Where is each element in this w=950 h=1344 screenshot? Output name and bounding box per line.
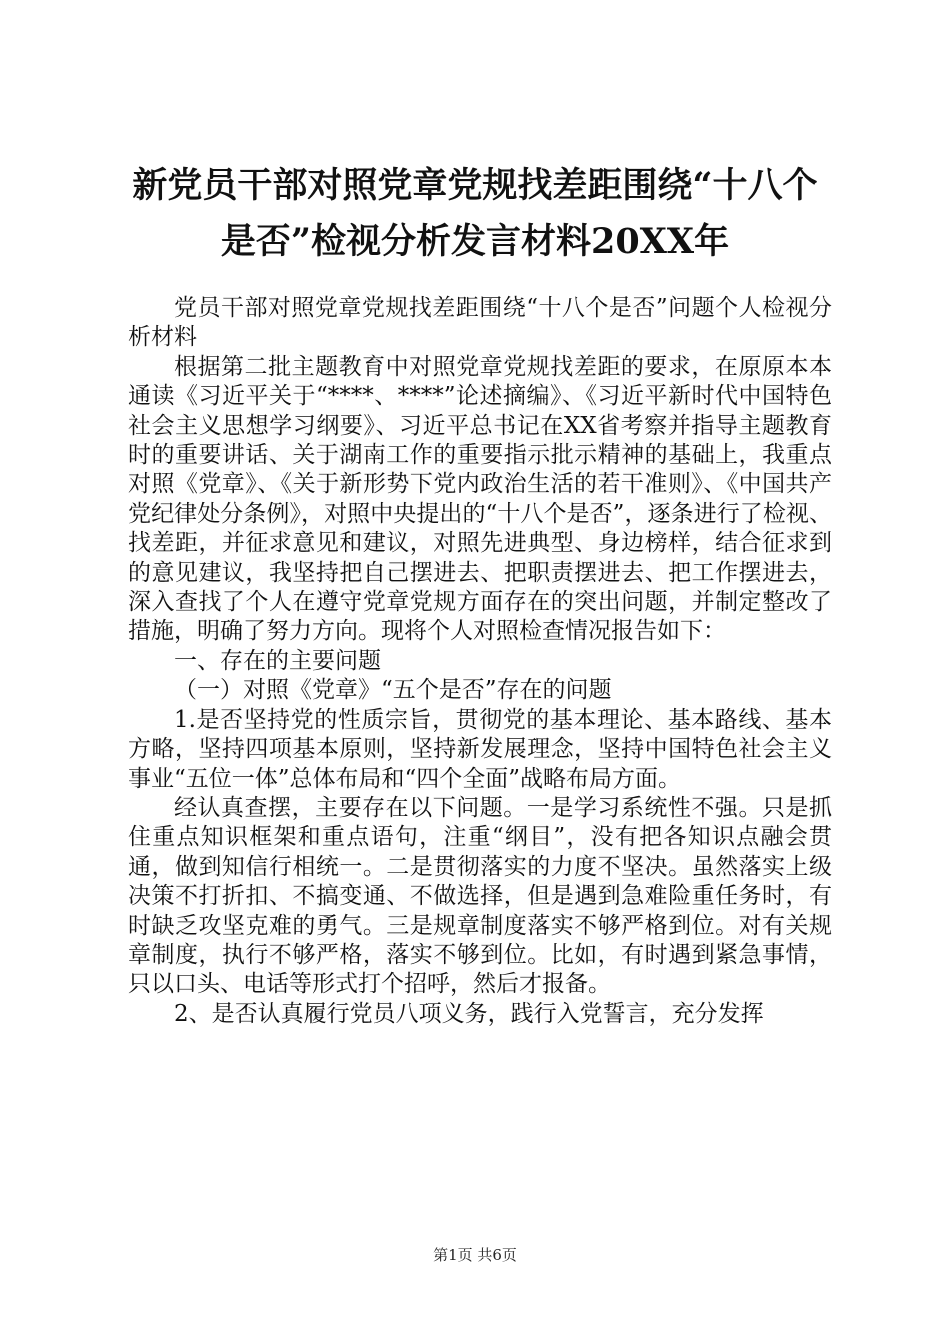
paragraph-intro: 根据第二批主题教育中对照党章党规找差距的要求，在原原本本通读《习近平关于“****、****”论述摘编》、《习近平新时代中国特色社会主义思想学习纲要》、习近平总书记在XX省考察并指导主题教育时的重要讲话、关于湖南工作的重要指示批示精神的基础上，我重点对照《党章》、《关于新形势下党内政治生活的若干准则》、《中国共产党纪律处分条例》，对照中央提出的“十八个是否”，逐条进行了检视、找差距，并征求意见和建议，对照先进典型、身边榜样，结合征求到的意见建议，我坚持把自己摆进去、把职责摆进去、把工作摆进去，深入查找了个人在遵守党章党规方面存在的突出问题，并制定整改了措施，明确了努力方向。现将个人对照检查情况报告如下： <box>128 353 832 645</box>
subsection-heading: （一）对照《党章》“五个是否”存在的问题 <box>174 677 612 704</box>
section-heading: 一、存在的主要问题 <box>174 647 381 674</box>
paragraph-item-2: 2、是否认真履行党员八项义务，践行入党誓言，充分发挥 <box>174 1000 764 1027</box>
title-line-2: 是否”检视分析发言材料20XX年 <box>220 221 730 262</box>
page-footer: 第1页 共6页 <box>433 1246 517 1264</box>
document-title <box>120 158 830 270</box>
paragraph-subtitle: 党员干部对照党章党规找差距围绕“十八个是否”问题个人检视分析材料 <box>128 295 832 351</box>
document-body <box>128 294 832 1029</box>
paragraph-item-1: 1.是否坚持党的性质宗旨，贯彻党的基本理论、基本路线、基本方略，坚持四项基本原则，坚持新发展理念，坚持中国特色社会主义事业“五位一体”总体布局和“四个全面”战略布局方面。 <box>128 706 832 792</box>
paragraph-findings: 经认真查摆，主要存在以下问题。一是学习系统性不强。只是抓住重点知识框架和重点语句，注重“纲目”，没有把各知识点融会贯通，做到知信行相统一。二是贯彻落实的力度不坚决。虽然落实上级决策不打折扣、不搞变通、不做选择，但是遇到急难险重任务时，有时缺乏攻坚克难的勇气。三是规章制度落实不够严格到位。对有关规章制度，执行不够严格，落实不够到位。比如，有时遇到紧急事情，只以口头、电话等形式打个招呼，然后才报备。 <box>128 794 832 998</box>
title-line-1: 新党员干部对照党章党规找差距围绕“十八个 <box>132 165 818 206</box>
